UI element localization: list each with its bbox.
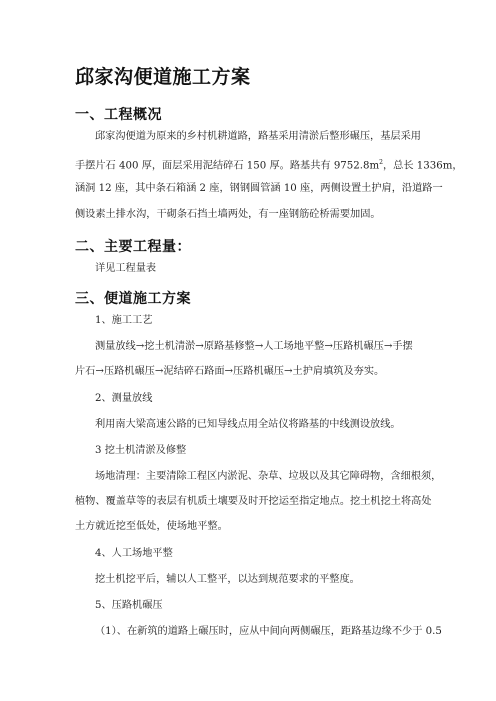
plan-item-5: 利用南大梁高速公路的已知导线点用全站仪将路基的中线测设放线。: [95, 419, 401, 430]
document-title: 邱家沟便道施工方案: [75, 66, 251, 88]
overview-line-1: 邱家沟便道为原来的乡村机耕道路，路基采用清淤后整形碾压，基层采用: [95, 131, 421, 142]
superscript-2: 2: [379, 159, 383, 166]
section-heading-plan: 三、便道施工方案: [75, 291, 191, 307]
plan-item-13: （1）、在新筑的道路上碾压时，应从中间向两侧碾压，距路基边缘不少于 0.5: [95, 626, 442, 637]
plan-item-8: 植物、覆盖草等的表层有机质土壤要及时开挖运至指定地点。挖土机挖土将高处: [75, 496, 432, 507]
plan-item-12: 5、压路机碾压: [95, 600, 163, 611]
section-heading-quantities: 二、主要工程量：: [75, 239, 191, 255]
plan-item-11: 挖土机挖平后，辅以人工整平，以达到规范要求的平整度。: [95, 574, 360, 585]
plan-item-9: 土方就近挖至低处，使场地平整。: [75, 521, 228, 532]
overview-line-3: 涵洞 12 座，其中条石箱涵 2 座，钢钢圆管涵 10 座，两侧设置土护肩，沿道路一: [75, 183, 443, 194]
quantities-line: 详见工程量表: [95, 263, 157, 274]
plan-item-10: 4、人工场地平整: [95, 548, 173, 559]
plan-item-6: 3 挖土机清淤及修整: [95, 445, 187, 456]
plan-item-3: 片石→压路机碾压→泥结碎石路面→压路机碾压→土护肩填筑及夯实。: [75, 366, 385, 377]
plan-item-4: 2、测量放线: [95, 393, 153, 404]
plan-item-1: 1、施工工艺: [95, 315, 153, 326]
plan-item-7: 场地清理：主要清除工程区内淤泥、杂草、垃圾以及其它障碍物，含细根须，: [95, 471, 442, 482]
section-heading-overview: 一、工程概况: [75, 107, 162, 123]
overview-line-4: 侧设素土排水沟，干砌条石挡土墙两处，有一座钢筋砼桥需要加固。: [75, 209, 381, 220]
overview-line-2: 手摆片石 400 厚，面层采用泥结碎石 150 厚。路基共有 $9752.8m^2$，总长 1336m，: [75, 159, 463, 172]
plan-item-2: 测量放线→挖土机清淤→原路基修整→人工场地平整→压路机碾压→手摆: [95, 341, 413, 352]
